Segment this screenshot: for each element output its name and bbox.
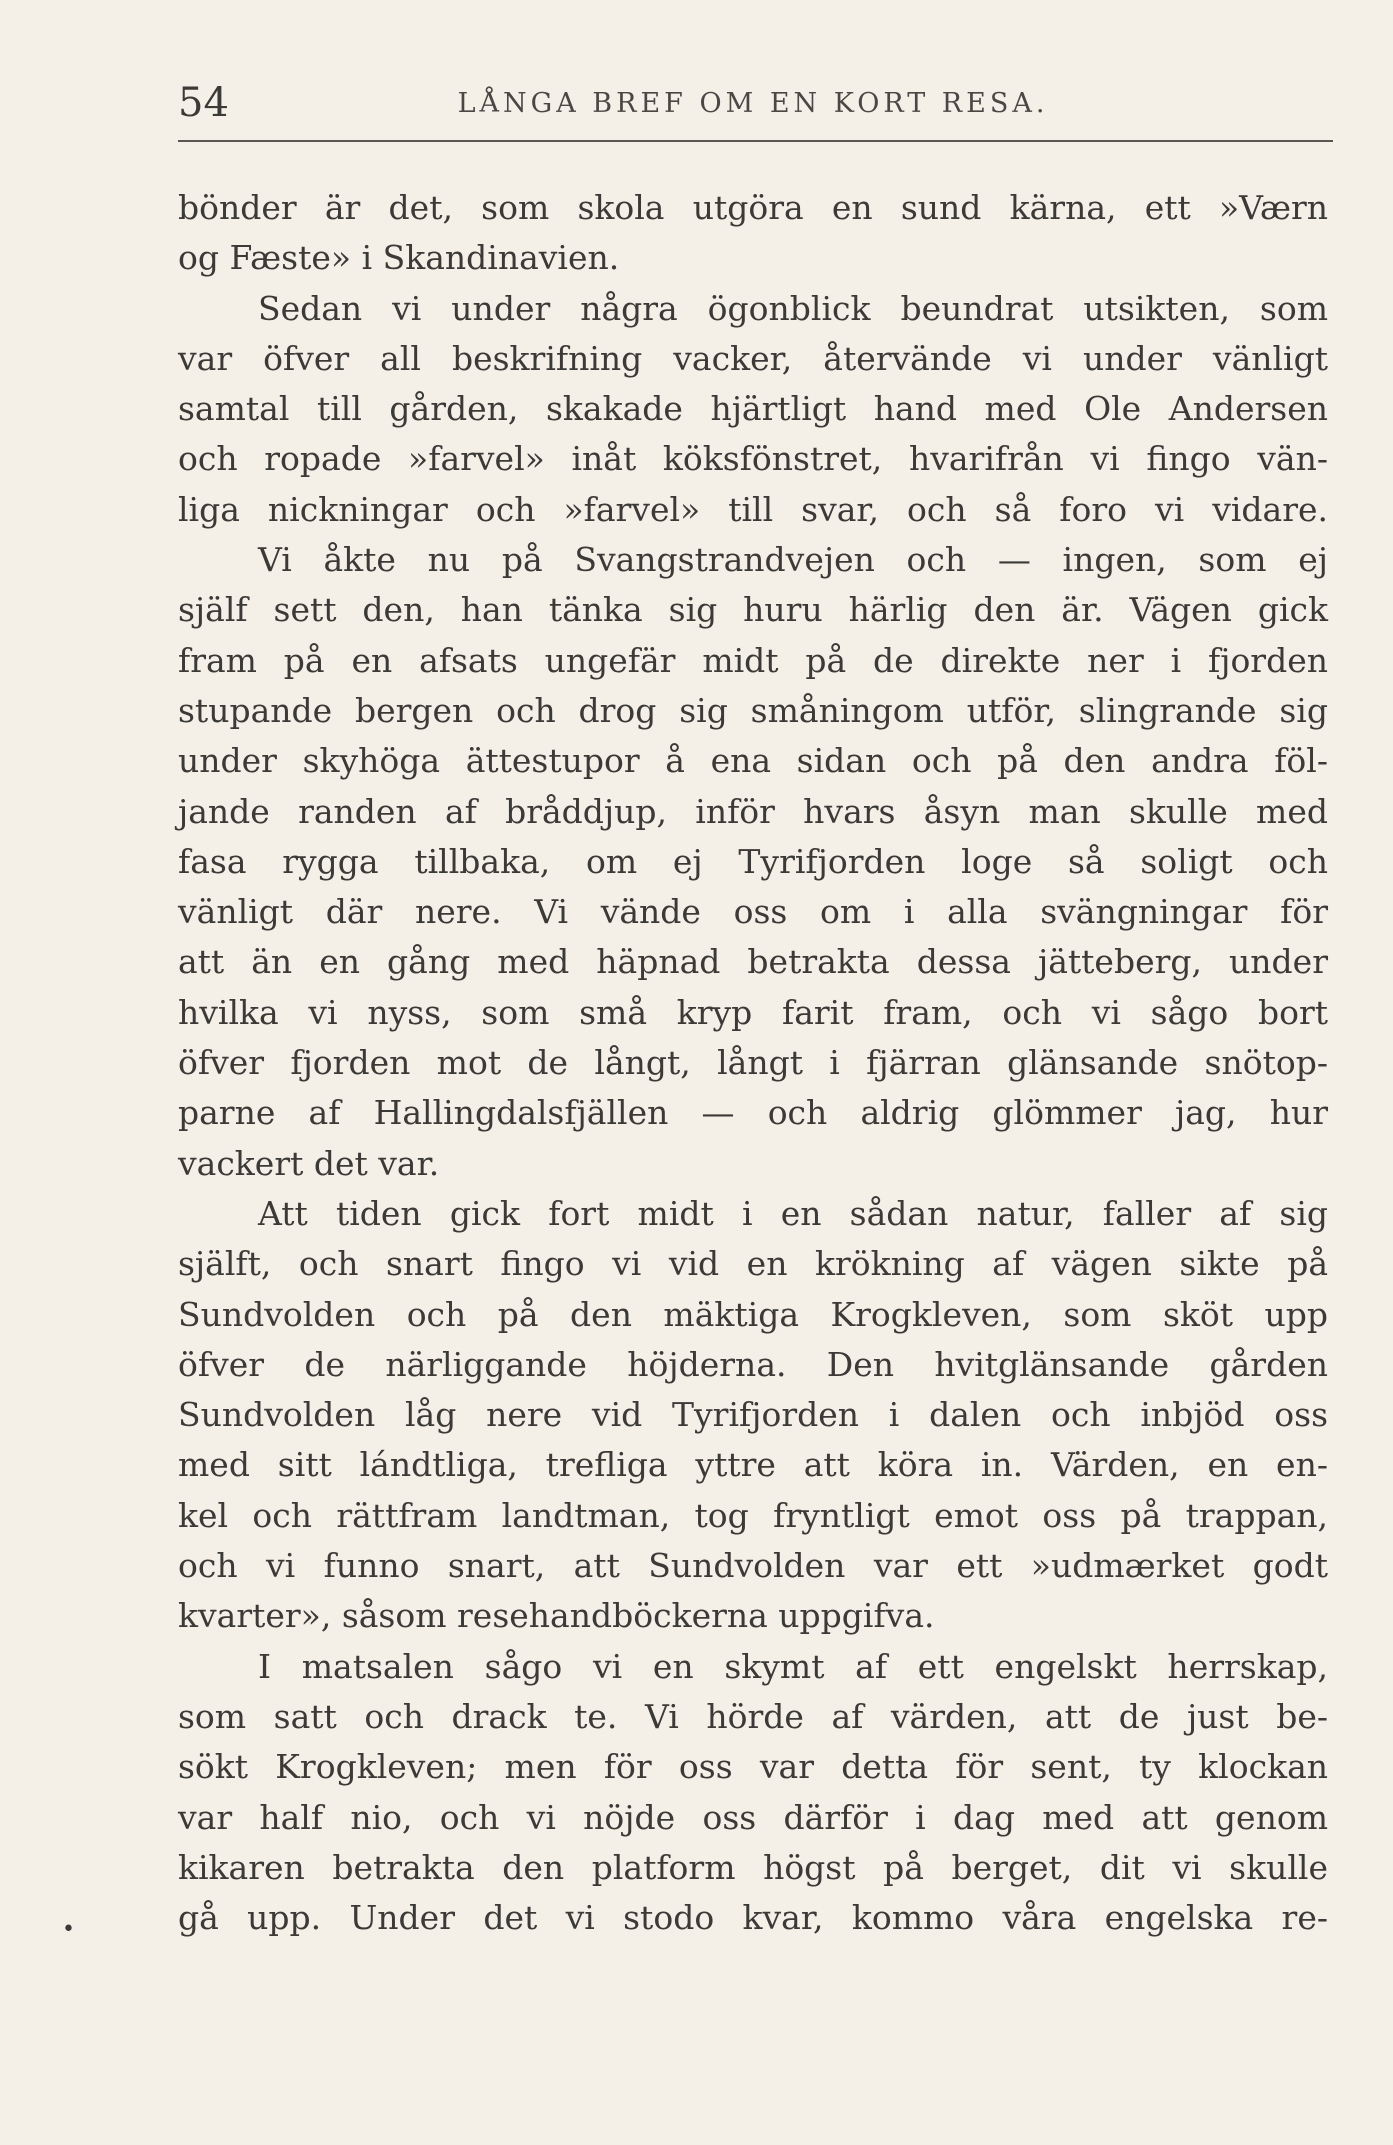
text-line: Vi åkte nu på Svangstrandvejen och — ingen, som ej xyxy=(258,540,1328,580)
text-line: kikaren betrakta den platform högst på berget, dit vi skulle xyxy=(178,1847,1328,1887)
text-line: kvarter», såsom resehandböckerna uppgifva. xyxy=(178,1596,935,1636)
header-rule xyxy=(178,140,1333,142)
text-line: hvilka vi nyss, som små kryp farit fram, och vi sågo bort xyxy=(178,992,1328,1032)
text-line: sökt Krogkleven; men för oss var detta för sent, ty klockan xyxy=(178,1747,1328,1787)
text-line: Sundvolden låg nere vid Tyrifjorden i dalen och inbjöd oss xyxy=(178,1395,1328,1435)
text-line: I matsalen sågo vi en skymt af ett engelskt herrskap, xyxy=(258,1646,1328,1686)
text-line: liga nickningar och »farvel» till svar, och så foro vi vidare. xyxy=(178,489,1328,529)
margin-mark: • xyxy=(62,1917,75,1942)
text-line: og Fæste» i Skandinavien. xyxy=(178,238,620,278)
text-line: Att tiden gick fort midt i en sådan natur, faller af sig xyxy=(258,1193,1328,1233)
text-line: vackert det var. xyxy=(178,1143,440,1183)
text-line: bönder är det, som skola utgöra en sund kärna, ett »Værn xyxy=(178,188,1328,227)
text-line: med sitt lándtliga, trefliga yttre att köra in. Värden, en en- xyxy=(178,1445,1328,1485)
text-line: jande randen af bråddjup, inför hvars åsyn man skulle med xyxy=(178,791,1328,831)
text-line: fasa rygga tillbaka, om ej Tyrifjorden loge så soligt och xyxy=(178,841,1328,881)
text-line: fram på en afsats ungefär midt på de direkte ner i fjorden xyxy=(178,640,1328,680)
text-line: och ropade »farvel» inåt köksfönstret, hvarifrån vi fingo vän- xyxy=(178,439,1328,479)
text-line: Sedan vi under några ögonblick beundrat utsikten, som xyxy=(258,288,1328,328)
text-line: samtal till gården, skakade hjärtligt hand med Ole Andersen xyxy=(178,389,1328,429)
text-line: var half nio, och vi nöjde oss därför i dag med att genom xyxy=(178,1797,1328,1837)
text-line: kel och rättfram landtman, tog fryntligt emot oss på trappan, xyxy=(178,1495,1328,1535)
page-header xyxy=(178,78,1328,128)
text-line: och vi funno snart, att Sundvolden var ett »udmærket godt xyxy=(178,1546,1328,1586)
text-line: öfver de närliggande höjderna. Den hvitglänsande gården xyxy=(178,1344,1328,1384)
text-line: att än en gång med häpnad betrakta dessa jätteberg, under xyxy=(178,942,1328,982)
text-line: själf sett den, han tänka sig huru härlig den är. Vägen gick xyxy=(178,590,1328,630)
body-text xyxy=(178,183,1328,1943)
text-line: som satt och drack te. Vi hörde af värden, att de just be- xyxy=(178,1696,1328,1736)
text-line: parne af Hallingdalsfjällen — och aldrig glömmer jag, hur xyxy=(178,1093,1328,1133)
running-title: LÅNGA BREF OM EN KORT RESA. xyxy=(457,88,1049,119)
text-line: gå upp. Under det vi stodo kvar, kommo våra engelska re- xyxy=(178,1898,1328,1938)
text-line: själft, och snart fingo vi vid en krökning af vägen sikte på xyxy=(178,1244,1328,1284)
text-line: vänligt där nere. Vi vände oss om i alla svängningar för xyxy=(178,892,1328,932)
page-number: 54 xyxy=(178,80,229,126)
text-line: öfver fjorden mot de långt, långt i fjärran glänsande snötop- xyxy=(178,1043,1328,1083)
text-line: var öfver all beskrifning vacker, återvände vi under vänligt xyxy=(178,338,1328,378)
text-line: under skyhöga ättestupor å ena sidan och på den andra föl- xyxy=(178,741,1328,781)
text-line: stupande bergen och drog sig småningom utför, slingrande sig xyxy=(178,690,1328,730)
text-line: Sundvolden och på den mäktiga Krogkleven, som sköt upp xyxy=(178,1294,1328,1334)
